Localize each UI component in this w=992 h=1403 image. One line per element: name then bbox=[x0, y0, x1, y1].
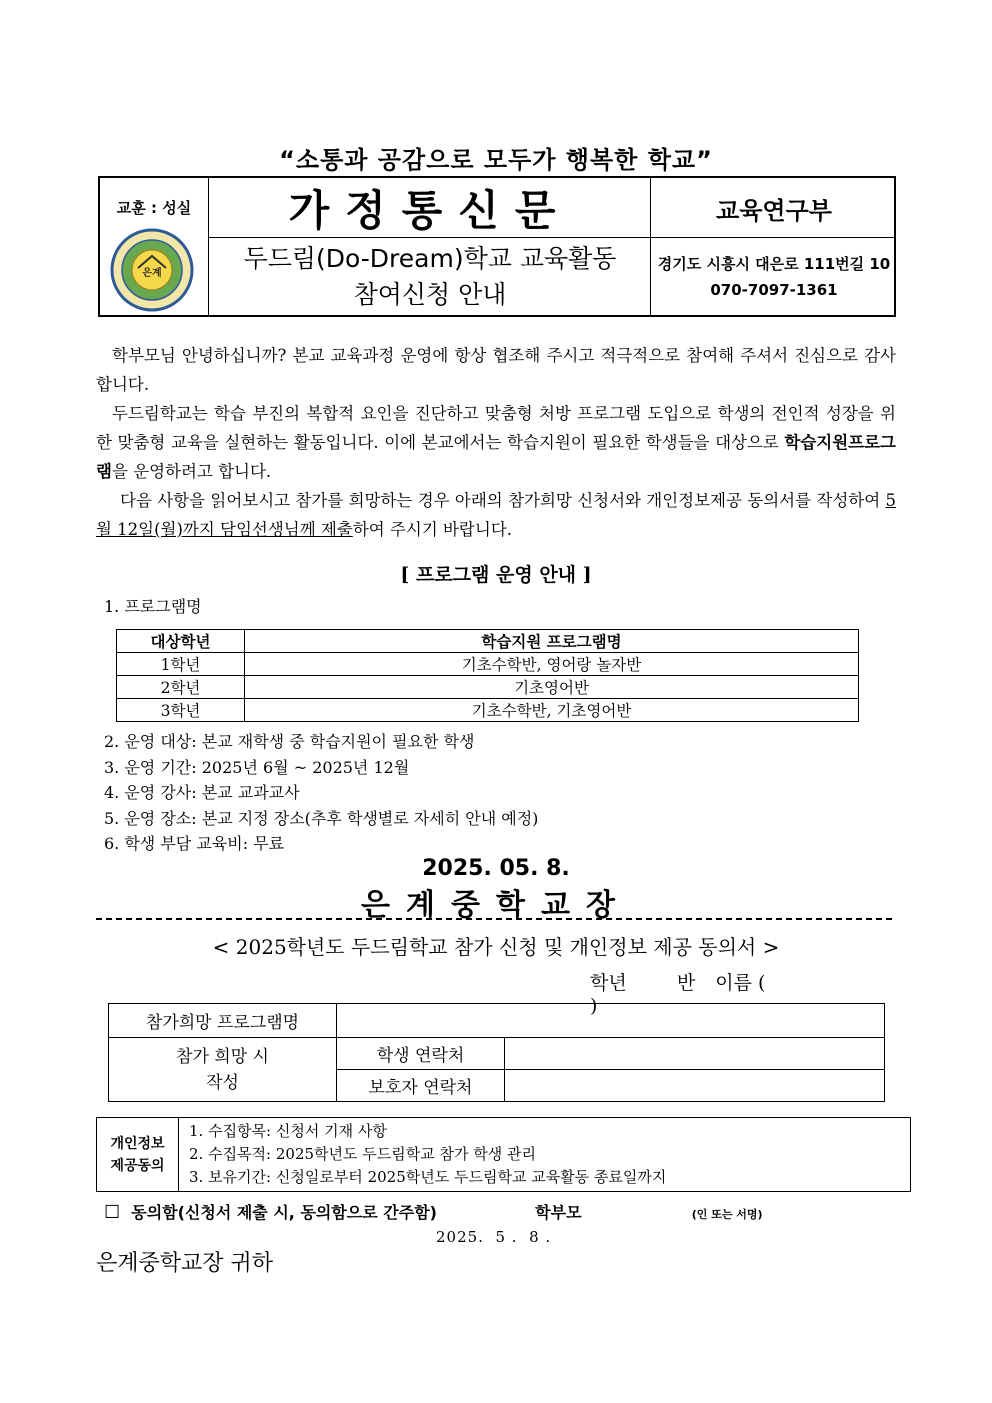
form-title: < 2025학년도 두드림학교 참가 신청 및 개인정보 제공 동의서 > bbox=[212, 935, 780, 959]
intro-paragraph-2 bbox=[96, 399, 896, 486]
program-label: 참가희망 프로그램명 bbox=[109, 1004, 337, 1038]
table-row bbox=[109, 1004, 885, 1038]
program-input[interactable] bbox=[337, 1004, 885, 1038]
document-subtitle bbox=[210, 238, 650, 316]
consent-label-line-1: 개인정보 bbox=[110, 1135, 165, 1152]
table-header-row bbox=[117, 630, 859, 653]
agree-label: 동의함(신청서 제출 시, 동의함으로 간주함) bbox=[131, 1203, 437, 1222]
consent-table bbox=[96, 1117, 911, 1192]
school-phone: 070-7097-1361 bbox=[710, 281, 838, 299]
school-address: 경기도 시흥시 대은로 111번길 10 bbox=[657, 255, 891, 273]
school-motto: 교훈 : 성실 bbox=[116, 198, 192, 217]
letterhead bbox=[98, 176, 896, 317]
column-header: 대상학년 bbox=[117, 630, 245, 653]
table-row bbox=[109, 1038, 885, 1070]
program-cell: 기초수학반, 영어랑 놀자반 bbox=[245, 653, 859, 676]
table-row bbox=[97, 1118, 911, 1192]
student-contact-label: 학생 연락처 bbox=[337, 1038, 505, 1070]
name-label: 이름 ( bbox=[715, 972, 766, 994]
table-row bbox=[117, 653, 859, 676]
grade-cell: 2학년 bbox=[117, 676, 245, 699]
list-item: 3. 운영 기간: 2025년 6월 ~ 2025년 12월 bbox=[104, 757, 410, 777]
intro-paragraph-1: 학부모님 안녕하십니까? 본교 교육과정 운영에 항상 협조해 주시고 적극적으로 참여해 주셔서 진심으로 감사합니다. bbox=[96, 346, 896, 394]
parent-contact-input[interactable] bbox=[505, 1070, 885, 1102]
parent-label: 학부모 bbox=[535, 1203, 582, 1222]
cut-line bbox=[96, 918, 892, 920]
grade-cell: 3학년 bbox=[117, 699, 245, 722]
divider bbox=[208, 178, 209, 315]
intro-p3-end: 하여 주시기 바랍니다. bbox=[352, 520, 512, 539]
class-label: 반 bbox=[676, 972, 696, 994]
list-item: 3. 보유기간: 신청일로부터 2025학년도 두드림학교 교육활동 종료일까지 bbox=[189, 1168, 667, 1186]
svg-text:은계: 은계 bbox=[142, 268, 162, 279]
consent-label bbox=[97, 1118, 179, 1192]
submission-date: 2025. 5 . 8 . bbox=[436, 1228, 552, 1246]
intro-paragraph-3 bbox=[96, 486, 896, 544]
grade-cell: 1학년 bbox=[117, 653, 245, 676]
when-label-line-1: 참가 희망 시 bbox=[176, 1046, 269, 1067]
subtitle-line-1: 두드림(Do-Dream)학교 교육활동 bbox=[243, 244, 617, 273]
deadline-highlight: 5월 12일(월)까지 담임선생님께 제출 bbox=[96, 491, 896, 539]
signature-hint: (인 또는 서명) bbox=[691, 1208, 763, 1221]
program-cell: 기초수학반, 기초영어반 bbox=[245, 699, 859, 722]
table-row bbox=[117, 699, 859, 722]
list-item: 5. 운영 장소: 본교 지정 장소(추후 학생별로 자세히 안내 예정) bbox=[104, 808, 539, 828]
school-logo-icon bbox=[108, 226, 196, 314]
school-contact bbox=[652, 238, 896, 316]
department-name: 교육연구부 bbox=[716, 196, 832, 225]
agreement-line bbox=[104, 1200, 763, 1223]
intro-p2-text: 두드림학교는 학습 부진의 복합적 요인을 진단하고 맞춤형 처방 프로그램 도입으로 학생의 전인적 성장을 위한 맞춤형 교육을 실현하는 활동입니다. 이에 본교에서는 학습지원이 필요한 학생들을 대상으로 bbox=[96, 404, 896, 452]
program-highlight: 학습지원프로그램 bbox=[96, 433, 896, 481]
table-row bbox=[117, 676, 859, 699]
list-item: 2. 수집목적: 2025학년도 두드림학교 참가 학생 관리 bbox=[189, 1145, 536, 1163]
item-program-name: 1. 프로그램명 bbox=[104, 597, 202, 616]
parent-contact-label: 보호자 연락처 bbox=[337, 1070, 505, 1102]
document-title: 가정통신문 bbox=[288, 186, 572, 235]
subtitle-line-2: 참여신청 안내 bbox=[353, 280, 507, 309]
school-motto-banner: “소통과 공감으로 모두가 행복한 학교” bbox=[279, 146, 713, 174]
program-table bbox=[116, 629, 859, 722]
list-item: 2. 운영 대상: 본교 재학생 중 학습지원이 필요한 학생 bbox=[104, 732, 475, 751]
student-contact-input[interactable] bbox=[505, 1038, 885, 1070]
list-item: 1. 수집항목: 신청서 기재 사항 bbox=[189, 1122, 387, 1140]
principal-name: 은계중학교장 bbox=[361, 888, 631, 923]
issue-date: 2025. 05. 8. bbox=[422, 856, 570, 881]
list-item: 4. 운영 강사: 본교 교과교사 bbox=[104, 783, 300, 802]
divider bbox=[650, 178, 651, 315]
program-details-list bbox=[104, 729, 538, 857]
when-label bbox=[109, 1038, 337, 1102]
agree-checkbox[interactable]: ☐ bbox=[104, 1202, 121, 1223]
intro-p3-text: 다음 사항을 읽어보시고 참가를 희망하는 경우 아래의 참가희망 신청서와 개인정보제공 동의서를 작성하여 bbox=[120, 491, 886, 510]
list-item: 6. 학생 부담 교육비: 무료 bbox=[104, 834, 285, 853]
grade-label: 학년 bbox=[590, 972, 627, 994]
program-cell: 기초영어반 bbox=[245, 676, 859, 699]
consent-label-line-2: 제공동의 bbox=[110, 1157, 165, 1174]
when-label-line-2: 작성 bbox=[206, 1072, 239, 1093]
intro-p2-end: 을 운영하려고 합니다. bbox=[111, 462, 272, 481]
section-title: [ 프로그램 운영 안내 ] bbox=[400, 564, 592, 586]
addressee: 은계중학교장 귀하 bbox=[96, 1251, 274, 1276]
application-form-table bbox=[108, 1003, 885, 1102]
intro-text bbox=[96, 341, 896, 544]
name-close: ) bbox=[590, 995, 598, 1017]
consent-items bbox=[179, 1118, 911, 1192]
column-header: 학습지원 프로그램명 bbox=[245, 630, 859, 653]
